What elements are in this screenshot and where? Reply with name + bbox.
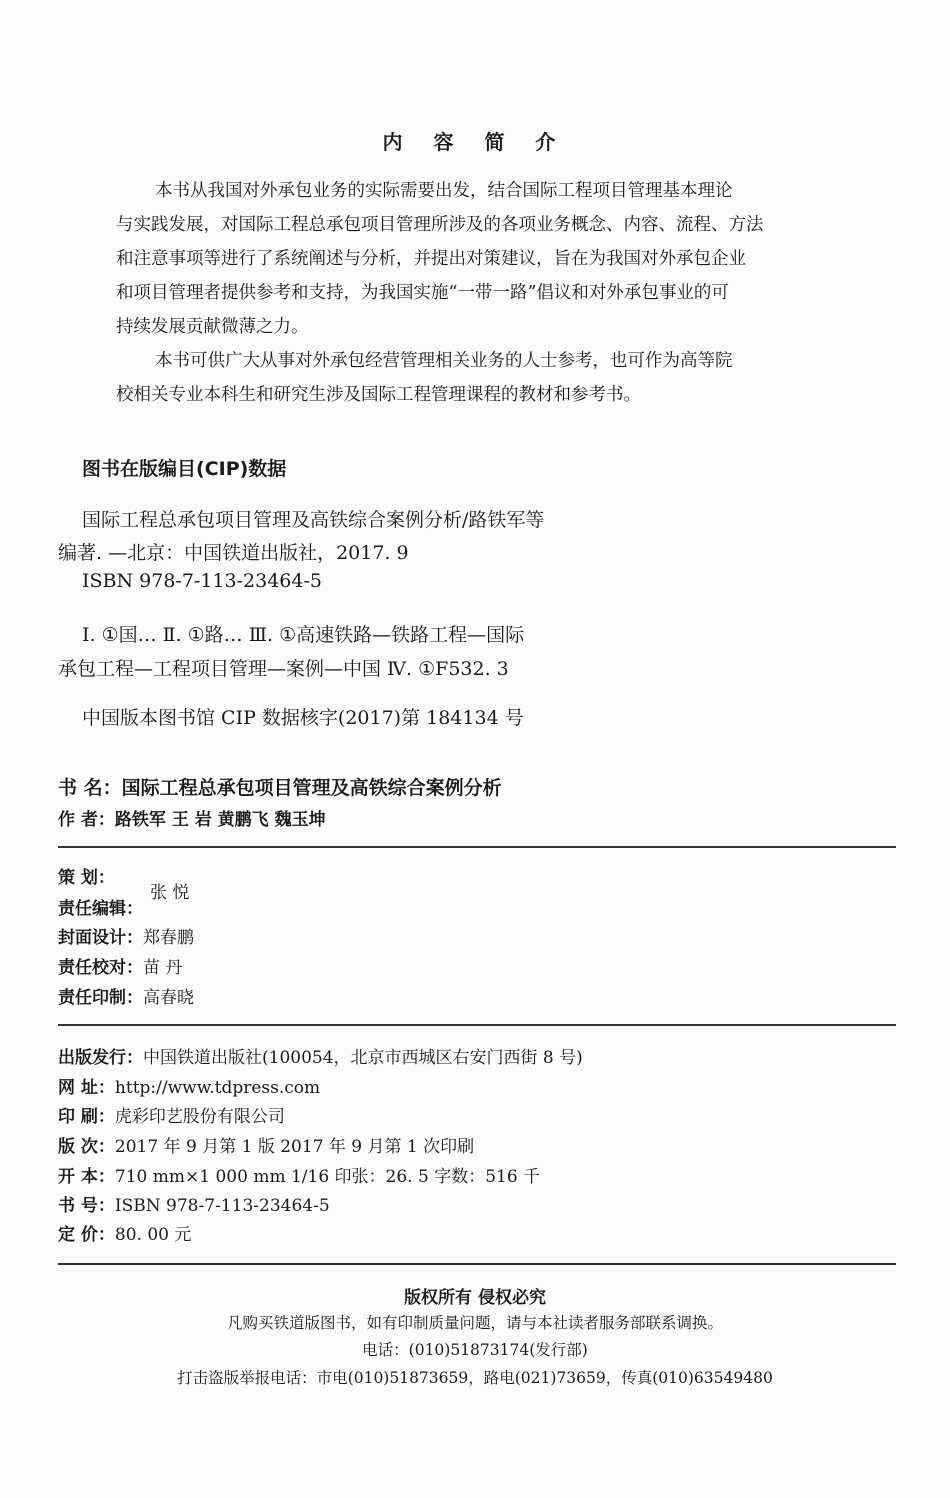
cip-line6: 中国版本图书馆 CIP 数据核字(2017)第 184134 号 xyxy=(82,707,524,729)
summary-para1-line1: 本书从我国对外承包业务的实际需要出发，结合国际工程项目管理基本理论 xyxy=(155,181,733,201)
print-row xyxy=(58,983,194,1008)
isbn-row xyxy=(58,1191,330,1216)
book-title-label: 书 名： xyxy=(58,777,122,799)
summary-para2-line1: 本书可供广大从事对外承包经营管理相关业务的人士参考，也可作为高等院 xyxy=(155,351,733,371)
summary-para1-line3: 和注意事项等进行了系统阐述与分析，并提出对策建议，旨在为我国对外承包企业 xyxy=(116,249,746,269)
edition-label: 版 次： xyxy=(58,1137,115,1157)
edition-row xyxy=(58,1132,474,1157)
book-author-row xyxy=(58,805,326,830)
cip-heading: 图书在版编目(CIP)数据 xyxy=(82,458,287,480)
edition-value: 2017 年 9 月第 1 版 2017 年 9 月第 1 次印刷 xyxy=(114,1137,475,1157)
format-row xyxy=(58,1162,540,1187)
cover-row xyxy=(58,923,194,948)
summary-para2-line2: 校相关专业本科生和研究生涉及国际工程管理课程的教材和参考书。 xyxy=(116,385,641,405)
print-label: 责任印制： xyxy=(58,988,143,1008)
format-value: 710 mm×1 000 mm 1/16 印张：26. 5 字数：516 千 xyxy=(114,1167,541,1187)
footer-line1: 凡购买铁道版图书，如有印制质量问题，请与本社读者服务部联系调换。 xyxy=(226,1314,723,1332)
plan-label: 策 划： xyxy=(58,868,115,888)
book-title-row xyxy=(58,773,502,800)
print-value: 高春晓 xyxy=(143,988,194,1008)
price-label: 定 价： xyxy=(58,1225,115,1245)
divider-1 xyxy=(58,846,896,848)
url-row xyxy=(58,1073,320,1098)
footer-line2: 电话：(010)51873174(发行部) xyxy=(362,1341,588,1359)
price-value: 80. 00 元 xyxy=(114,1225,192,1245)
printer-value: 虎彩印艺股份有限公司 xyxy=(114,1107,285,1127)
proof-value: 苗 丹 xyxy=(143,958,183,978)
url-label: 网 址： xyxy=(58,1078,115,1098)
proof-row xyxy=(58,953,182,978)
isbn-value: ISBN 978-7-113-23464-5 xyxy=(114,1196,330,1216)
cover-label: 封面设计： xyxy=(58,928,143,948)
cip-line1: 国际工程总承包项目管理及高铁综合案例分析/路铁军等 xyxy=(82,509,545,531)
cip-line2: 编著. —北京：中国铁道出版社，2017. 9 xyxy=(58,542,409,564)
book-author-label: 作 者： xyxy=(58,810,115,830)
cip-line5: 承包工程—工程项目管理—案例—中国 Ⅳ. ①F532. 3 xyxy=(58,658,509,680)
url-value: http://www.tdpress.com xyxy=(114,1078,321,1098)
footer-line3: 打击盗版举报电话：市电(010)51873659，路电(021)73659，传真(010)63549480 xyxy=(177,1369,773,1387)
publisher-value: 中国铁道出版社(100054，北京市西城区右安门西街 8 号) xyxy=(143,1048,583,1068)
printer-label: 印 刷： xyxy=(58,1107,115,1127)
proof-label: 责任校对： xyxy=(58,958,143,978)
rights-notice: 版权所有 侵权必究 xyxy=(404,1288,546,1308)
divider-3 xyxy=(58,1263,896,1265)
printer-row xyxy=(58,1102,285,1127)
price-row xyxy=(58,1220,191,1245)
edit-label: 责任编辑： xyxy=(58,899,143,919)
isbn-label: 书 号： xyxy=(58,1196,115,1216)
plan-edit-value: 张 悦 xyxy=(150,883,190,903)
publisher-label: 出版发行： xyxy=(58,1048,143,1068)
cip-line4: Ⅰ. ①国… Ⅱ. ①路… Ⅲ. ①高速铁路—铁路工程—国际 xyxy=(82,624,525,646)
format-label: 开 本： xyxy=(58,1167,115,1187)
book-title-value: 国际工程总承包项目管理及高铁综合案例分析 xyxy=(121,777,502,799)
cover-value: 郑春鹏 xyxy=(143,928,194,948)
publisher-row xyxy=(58,1043,583,1068)
cip-line3: ISBN 978-7-113-23464-5 xyxy=(82,570,322,592)
summary-title: 内 容 简 介 xyxy=(382,130,568,154)
summary-para1-line5: 持续发展贡献微薄之力。 xyxy=(116,317,309,337)
summary-para1-line4: 和项目管理者提供参考和支持，为我国实施“一带一路”倡议和对外承包事业的可 xyxy=(116,283,729,303)
divider-2 xyxy=(58,1024,896,1026)
book-author-value: 路铁军 王 岩 黄鹏飞 魏玉坤 xyxy=(114,810,326,830)
summary-para1-line2: 与实践发展，对国际工程总承包项目管理所涉及的各项业务概念、内容、流程、方法 xyxy=(116,215,764,235)
